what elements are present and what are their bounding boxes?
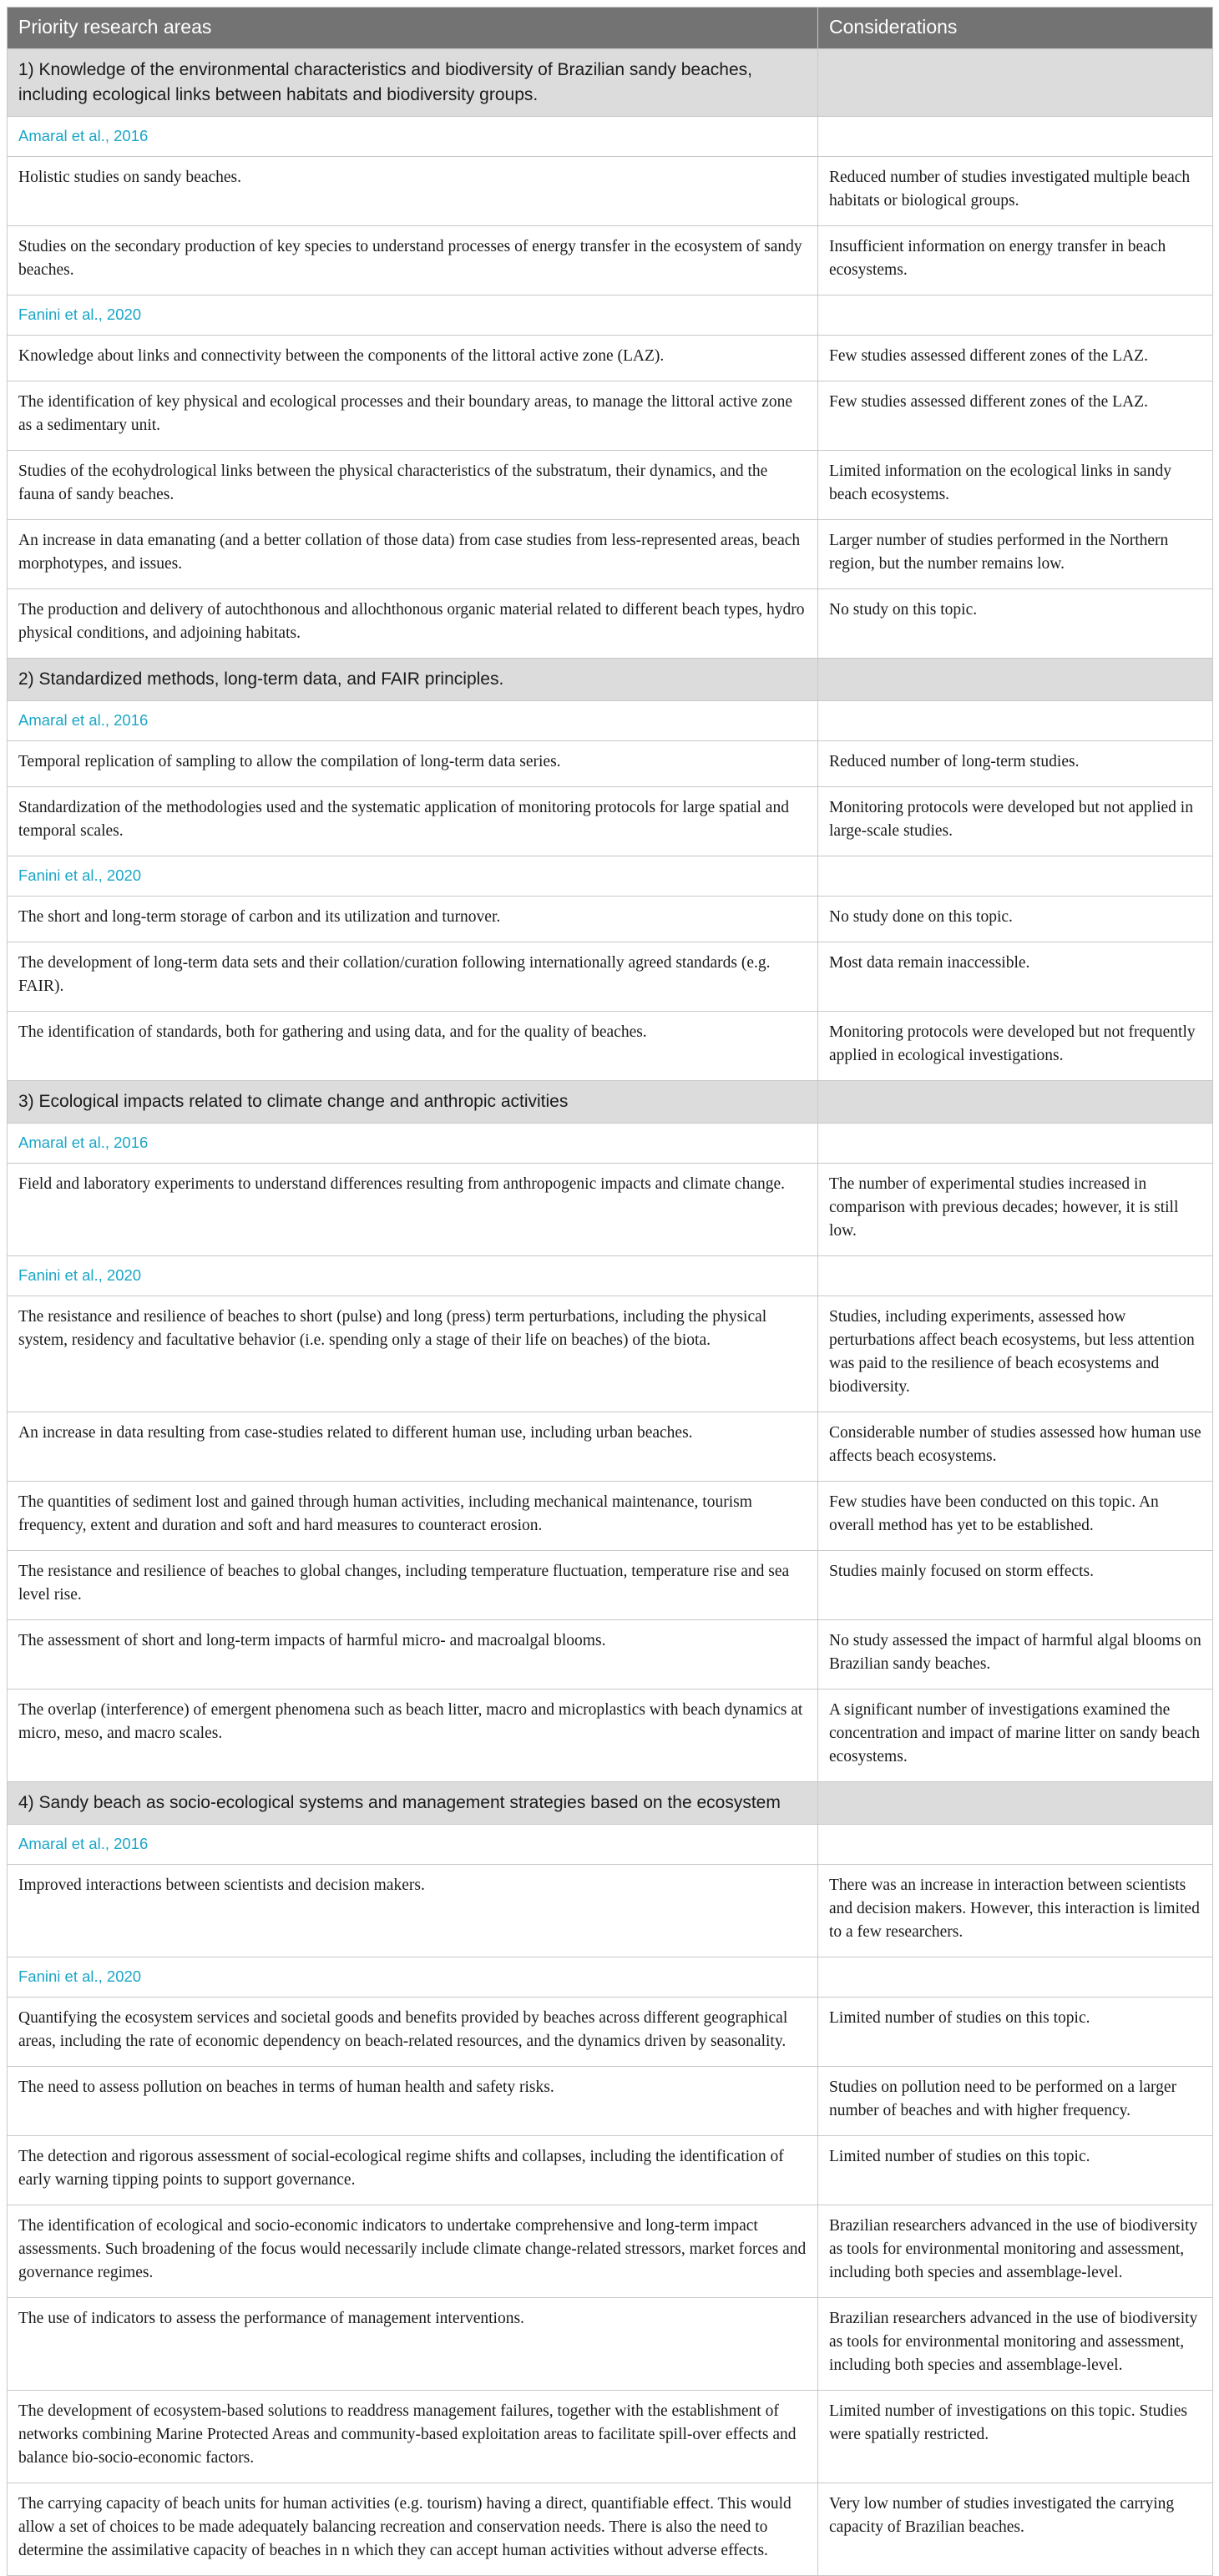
section-title: 1) Knowledge of the environmental characteristics and biodiversity of Brazilian sandy beaches, including ecological links between habitats and biodiversity groups. bbox=[8, 49, 818, 117]
table-row bbox=[8, 2205, 1213, 2298]
consideration-cell: No study on this topic. bbox=[818, 589, 1213, 659]
table-row bbox=[8, 520, 1213, 589]
consideration-cell: Reduced number of long-term studies. bbox=[818, 741, 1213, 787]
source-empty-cell bbox=[818, 1124, 1213, 1164]
table-row bbox=[8, 1865, 1213, 1957]
section-row bbox=[8, 1081, 1213, 1124]
table-row bbox=[8, 336, 1213, 381]
research-area-cell: The carrying capacity of beach units for human activities (e.g. tourism) having a direct, quantifiable effect. This would allow a set of choices to be made adequately balancing recreation and conservation needs. There is also the need to determine the assimilative capacity of beaches in n which they can accept human activities without adverse effects. bbox=[8, 2483, 818, 2576]
section-row bbox=[8, 1782, 1213, 1825]
table-row bbox=[8, 589, 1213, 659]
research-area-cell: Standardization of the methodologies used and the systematic application of monitoring protocols for large spatial and temporal scales. bbox=[8, 787, 818, 856]
consideration-cell: Monitoring protocols were developed but not frequently applied in ecological investigations. bbox=[818, 1012, 1213, 1081]
research-area-cell: The identification of key physical and ecological processes and their boundary areas, to manage the littoral active zone as a sedimentary unit. bbox=[8, 381, 818, 451]
table-row bbox=[8, 1620, 1213, 1690]
table-row bbox=[8, 226, 1213, 295]
consideration-cell: Few studies have been conducted on this topic. An overall method has yet to be established. bbox=[818, 1482, 1213, 1551]
source-row bbox=[8, 1124, 1213, 1164]
research-area-cell: The detection and rigorous assessment of social-ecological regime shifts and collapses, including the identification of early warning tipping points to support governance. bbox=[8, 2136, 818, 2205]
research-area-cell: Improved interactions between scientists and decision makers. bbox=[8, 1865, 818, 1957]
consideration-cell: Reduced number of studies investigated multiple beach habitats or biological groups. bbox=[818, 157, 1213, 226]
consideration-cell: Monitoring protocols were developed but not applied in large-scale studies. bbox=[818, 787, 1213, 856]
source-row bbox=[8, 1256, 1213, 1296]
source-citation[interactable]: Fanini et al., 2020 bbox=[8, 856, 818, 897]
table-row bbox=[8, 1164, 1213, 1256]
consideration-cell: Insufficient information on energy transfer in beach ecosystems. bbox=[818, 226, 1213, 295]
consideration-cell: Most data remain inaccessible. bbox=[818, 942, 1213, 1012]
table-row bbox=[8, 2298, 1213, 2391]
source-citation[interactable]: Amaral et al., 2016 bbox=[8, 701, 818, 741]
source-citation[interactable]: Fanini et al., 2020 bbox=[8, 295, 818, 336]
consideration-cell: Few studies assessed different zones of the LAZ. bbox=[818, 336, 1213, 381]
consideration-cell: Limited information on the ecological links in sandy beach ecosystems. bbox=[818, 451, 1213, 520]
section-empty-cell bbox=[818, 49, 1213, 117]
table-row bbox=[8, 897, 1213, 942]
source-empty-cell bbox=[818, 701, 1213, 741]
research-area-cell: The production and delivery of autochthonous and allochthonous organic material related to different beach types, hydro physical conditions, and adjoining habitats. bbox=[8, 589, 818, 659]
research-area-cell: Holistic studies on sandy beaches. bbox=[8, 157, 818, 226]
source-empty-cell bbox=[818, 295, 1213, 336]
section-title: 2) Standardized methods, long-term data, and FAIR principles. bbox=[8, 659, 818, 701]
research-area-cell: Studies on the secondary production of key species to understand processes of energy transfer in the ecosystem of sandy beaches. bbox=[8, 226, 818, 295]
consideration-cell: Limited number of studies on this topic. bbox=[818, 1998, 1213, 2067]
consideration-cell: Limited number of studies on this topic. bbox=[818, 2136, 1213, 2205]
section-title: 3) Ecological impacts related to climate change and anthropic activities bbox=[8, 1081, 818, 1124]
consideration-cell: Studies mainly focused on storm effects. bbox=[818, 1551, 1213, 1620]
consideration-cell: Considerable number of studies assessed how human use affects beach ecosystems. bbox=[818, 1412, 1213, 1482]
research-area-cell: Temporal replication of sampling to allow the compilation of long-term data series. bbox=[8, 741, 818, 787]
source-empty-cell bbox=[818, 1256, 1213, 1296]
consideration-cell: Few studies assessed different zones of the LAZ. bbox=[818, 381, 1213, 451]
source-row bbox=[8, 295, 1213, 336]
table-row bbox=[8, 2136, 1213, 2205]
research-area-cell: Knowledge about links and connectivity between the components of the littoral active zone (LAZ). bbox=[8, 336, 818, 381]
table-row bbox=[8, 1412, 1213, 1482]
priority-research-table bbox=[7, 7, 1213, 2576]
source-citation[interactable]: Fanini et al., 2020 bbox=[8, 1957, 818, 1998]
table-row bbox=[8, 942, 1213, 1012]
research-area-cell: The use of indicators to assess the performance of management interventions. bbox=[8, 2298, 818, 2391]
section-empty-cell bbox=[818, 1782, 1213, 1825]
table-row bbox=[8, 451, 1213, 520]
research-area-cell: The quantities of sediment lost and gained through human activities, including mechanical maintenance, tourism frequency, extent and duration and soft and hard measures to counteract erosion. bbox=[8, 1482, 818, 1551]
research-area-cell: The short and long-term storage of carbon and its utilization and turnover. bbox=[8, 897, 818, 942]
research-area-cell: The identification of ecological and socio-economic indicators to undertake comprehensive and long-term impact assessments. Such broadening of the focus would necessarily include climate change-related stressors, market forces and governance regimes. bbox=[8, 2205, 818, 2298]
research-area-cell: The identification of standards, both for gathering and using data, and for the quality of beaches. bbox=[8, 1012, 818, 1081]
consideration-cell: Very low number of studies investigated the carrying capacity of Brazilian beaches. bbox=[818, 2483, 1213, 2576]
source-citation[interactable]: Fanini et al., 2020 bbox=[8, 1256, 818, 1296]
consideration-cell: A significant number of investigations examined the concentration and impact of marine litter on sandy beach ecosystems. bbox=[818, 1690, 1213, 1782]
research-area-cell: The resistance and resilience of beaches to short (pulse) and long (press) term perturbations, including the physical system, residency and facultative behavior (i.e. spending only a stage of their life on beaches) of the biota. bbox=[8, 1296, 818, 1412]
table-row bbox=[8, 1296, 1213, 1412]
header-considerations: Considerations bbox=[818, 8, 1213, 49]
section-empty-cell bbox=[818, 659, 1213, 701]
consideration-cell: Brazilian researchers advanced in the use of biodiversity as tools for environmental monitoring and assessment, including both species and assemblage-level. bbox=[818, 2298, 1213, 2391]
table-row bbox=[8, 1690, 1213, 1782]
table-row bbox=[8, 787, 1213, 856]
table-row bbox=[8, 741, 1213, 787]
section-empty-cell bbox=[818, 1081, 1213, 1124]
research-area-cell: An increase in data resulting from case-studies related to different human use, including urban beaches. bbox=[8, 1412, 818, 1482]
source-citation[interactable]: Amaral et al., 2016 bbox=[8, 1825, 818, 1865]
section-title: 4) Sandy beach as socio-ecological systems and management strategies based on the ecosystem bbox=[8, 1782, 818, 1825]
source-row bbox=[8, 856, 1213, 897]
source-empty-cell bbox=[818, 1825, 1213, 1865]
header-row bbox=[8, 8, 1213, 49]
consideration-cell: Larger number of studies performed in the Northern region, but the number remains low. bbox=[818, 520, 1213, 589]
table-row bbox=[8, 2067, 1213, 2136]
research-area-cell: The overlap (interference) of emergent phenomena such as beach litter, macro and microplastics with beach dynamics at micro, meso, and macro scales. bbox=[8, 1690, 818, 1782]
consideration-cell: There was an increase in interaction between scientists and decision makers. However, this interaction is limited to a few researchers. bbox=[818, 1865, 1213, 1957]
source-row bbox=[8, 1825, 1213, 1865]
table-row bbox=[8, 2483, 1213, 2576]
table-row bbox=[8, 1551, 1213, 1620]
research-area-cell: The resistance and resilience of beaches to global changes, including temperature fluctuation, temperature rise and sea level rise. bbox=[8, 1551, 818, 1620]
source-row bbox=[8, 701, 1213, 741]
research-area-cell: The need to assess pollution on beaches in terms of human health and safety risks. bbox=[8, 2067, 818, 2136]
source-empty-cell bbox=[818, 856, 1213, 897]
table-row bbox=[8, 2391, 1213, 2483]
consideration-cell: Brazilian researchers advanced in the use of biodiversity as tools for environmental monitoring and assessment, including both species and assemblage-level. bbox=[818, 2205, 1213, 2298]
table-row bbox=[8, 1482, 1213, 1551]
consideration-cell: No study done on this topic. bbox=[818, 897, 1213, 942]
research-area-cell: Field and laboratory experiments to understand differences resulting from anthropogenic impacts and climate change. bbox=[8, 1164, 818, 1256]
source-row bbox=[8, 1957, 1213, 1998]
research-area-cell: Quantifying the ecosystem services and societal goods and benefits provided by beaches across different geographical areas, including the rate of economic dependency on beach-related resources, and the dynamics driven by seasonality. bbox=[8, 1998, 818, 2067]
section-row bbox=[8, 659, 1213, 701]
source-empty-cell bbox=[818, 1957, 1213, 1998]
table-row bbox=[8, 381, 1213, 451]
consideration-cell: Limited number of investigations on this topic. Studies were spatially restricted. bbox=[818, 2391, 1213, 2483]
research-area-cell: The development of ecosystem-based solutions to readdress management failures, together with the establishment of networks combining Marine Protected Areas and community-based exploitation areas to facilitate spill-over effects and balance bio-socio-economic factors. bbox=[8, 2391, 818, 2483]
consideration-cell: The number of experimental studies increased in comparison with previous decades; however, it is still low. bbox=[818, 1164, 1213, 1256]
research-area-cell: An increase in data emanating (and a better collation of those data) from case studies from less-represented areas, beach morphotypes, and issues. bbox=[8, 520, 818, 589]
source-citation[interactable]: Amaral et al., 2016 bbox=[8, 117, 818, 157]
consideration-cell: Studies on pollution need to be performed on a larger number of beaches and with higher frequency. bbox=[818, 2067, 1213, 2136]
consideration-cell: Studies, including experiments, assessed how perturbations affect beach ecosystems, but less attention was paid to the resilience of beach ecosystems and biodiversity. bbox=[818, 1296, 1213, 1412]
table-row bbox=[8, 1998, 1213, 2067]
table-row bbox=[8, 157, 1213, 226]
section-row bbox=[8, 49, 1213, 117]
table-row bbox=[8, 1012, 1213, 1081]
research-area-cell: Studies of the ecohydrological links between the physical characteristics of the substratum, their dynamics, and the fauna of sandy beaches. bbox=[8, 451, 818, 520]
consideration-cell: No study assessed the impact of harmful algal blooms on Brazilian sandy beaches. bbox=[818, 1620, 1213, 1690]
research-area-cell: The development of long-term data sets and their collation/curation following internationally agreed standards (e.g. FAIR). bbox=[8, 942, 818, 1012]
source-empty-cell bbox=[818, 117, 1213, 157]
research-area-cell: The assessment of short and long-term impacts of harmful micro- and macroalgal blooms. bbox=[8, 1620, 818, 1690]
header-priority-research-areas: Priority research areas bbox=[8, 8, 818, 49]
source-row bbox=[8, 117, 1213, 157]
source-citation[interactable]: Amaral et al., 2016 bbox=[8, 1124, 818, 1164]
